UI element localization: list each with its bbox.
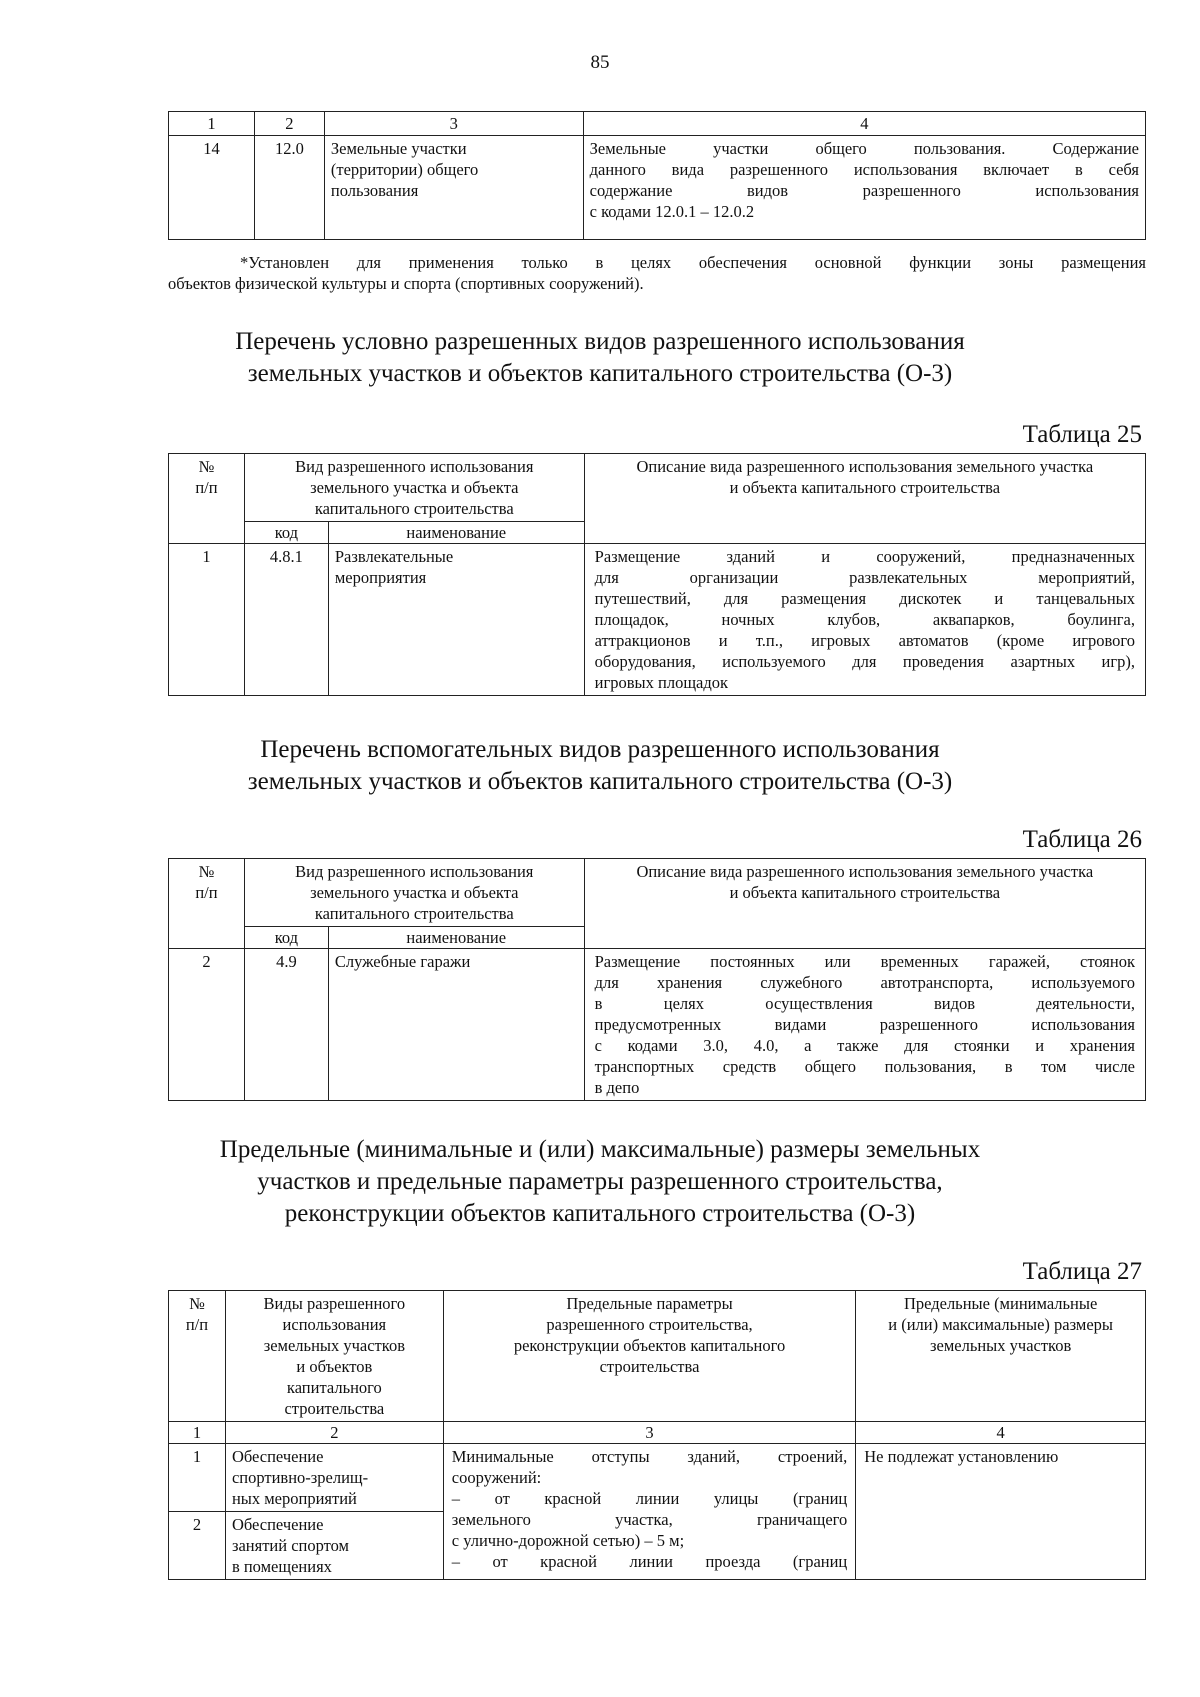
table-colnum-row xyxy=(169,1422,1146,1444)
text-line: Размещение зданий и сооружений, предназначенных xyxy=(594,547,1135,566)
row-sizes: Не подлежат установлению xyxy=(856,1444,1146,1580)
text-line: в целях осуществления видов деятельности, xyxy=(594,994,1135,1013)
table-header-row xyxy=(169,859,1146,927)
header-num xyxy=(169,454,245,544)
header-line: строительства xyxy=(284,1399,385,1418)
text-line: предусмотренных видами разрешенного использования xyxy=(594,1015,1135,1034)
row-description xyxy=(584,949,1145,1101)
col-header: 3 xyxy=(324,112,583,136)
footnote xyxy=(168,252,1146,294)
text-line: содержание видов разрешенного использования xyxy=(589,181,1139,200)
text-line: для организации развлекательных мероприятий, xyxy=(594,568,1135,587)
heading-line: Предельные (минимальные и (или) максимальные) размеры земельных xyxy=(219,1136,981,1163)
text-line: в помещениях xyxy=(231,1557,332,1576)
text-line: Размещение постоянных или временных гаражей, стоянок xyxy=(594,952,1135,971)
row-description xyxy=(583,136,1145,240)
text-line: – от красной линии проезда (границ xyxy=(451,1552,848,1571)
row-code: 4.8.1 xyxy=(244,544,328,696)
row-name xyxy=(328,949,584,1101)
heading-line: Перечень условно разрешенных видов разрешенного использования xyxy=(235,328,965,355)
header-line: земельного участка и объекта xyxy=(310,883,519,902)
header-description xyxy=(584,454,1145,544)
header-code: код xyxy=(244,522,328,544)
col-number: 4 xyxy=(856,1422,1146,1444)
header-line: капитального строительства xyxy=(314,904,514,923)
table-row xyxy=(169,1444,1146,1512)
header-name: наименование xyxy=(328,927,584,949)
table-header-row xyxy=(169,112,1146,136)
text-line: данного вида разрешенного использования включает в себя xyxy=(589,160,1139,179)
text-line: оборудования, используемого для проведения азартных игр), xyxy=(594,652,1135,671)
header-kind xyxy=(244,454,584,522)
row-description xyxy=(584,544,1145,696)
col-number: 1 xyxy=(169,1422,226,1444)
text-line: Развлекательные xyxy=(334,547,454,566)
text-line: земельного участка, граничащего xyxy=(451,1510,848,1529)
table-caption: Таблица 26 xyxy=(1022,826,1142,853)
row-params xyxy=(443,1444,856,1580)
text-line: Земельные участки xyxy=(330,139,467,158)
row-code: 12.0 xyxy=(254,136,324,240)
header-kind xyxy=(244,859,584,927)
header-line: земельного участка и объекта xyxy=(310,478,519,497)
heading-line: реконструкции объектов капитального строительства (О-3) xyxy=(284,1200,916,1227)
row-name xyxy=(328,544,584,696)
row-name xyxy=(225,1444,443,1512)
header-line: использования xyxy=(282,1315,387,1334)
row-name xyxy=(225,1512,443,1580)
header-line: п/п xyxy=(195,478,218,497)
col-number: 2 xyxy=(225,1422,443,1444)
header-line: земельных участков xyxy=(929,1336,1072,1355)
text-line: пользования xyxy=(330,181,419,200)
row-number: 1 xyxy=(169,544,245,696)
text-line: (территории) общего xyxy=(330,160,479,179)
header-line: Описание вида разрешенного использования земельного участка xyxy=(636,457,1094,476)
text-line: площадок, ночных клубов, аквапарков, боулинга, xyxy=(594,610,1135,629)
section-heading-limits xyxy=(0,1134,1200,1230)
col-number: 3 xyxy=(443,1422,856,1444)
table-27 xyxy=(168,1290,1146,1580)
col-header: 1 xyxy=(169,112,255,136)
table-row xyxy=(169,949,1146,1101)
text-line: Обеспечение xyxy=(231,1515,324,1534)
header-num xyxy=(169,1291,226,1422)
footnote-line: *Установлен для применения только в целях обеспечения основной функции зоны размещения xyxy=(240,253,1146,272)
text-line: Минимальные отступы зданий, строений, xyxy=(451,1447,848,1466)
page-number: 85 xyxy=(590,52,610,73)
top-table xyxy=(168,111,1146,240)
table-header-row xyxy=(169,454,1146,522)
table-row xyxy=(169,136,1146,240)
row-number: 2 xyxy=(169,1512,226,1580)
section-heading-conditional xyxy=(0,326,1200,390)
row-number: 2 xyxy=(169,949,245,1101)
header-line: п/п xyxy=(195,883,218,902)
table-header-row xyxy=(169,1291,1146,1422)
text-line: ных мероприятий xyxy=(231,1489,357,1508)
footnote-line: объектов физической культуры и спорта (спортивных сооружений). xyxy=(168,274,644,293)
header-line: Вид разрешенного использования xyxy=(295,862,534,881)
header-line: № xyxy=(198,862,215,881)
text-line: в депо xyxy=(594,1078,640,1097)
header-line: Описание вида разрешенного использования земельного участка xyxy=(636,862,1094,881)
text-line: занятий спортом xyxy=(231,1536,350,1555)
heading-line: Перечень вспомогательных видов разрешенного использования xyxy=(260,736,940,763)
header-line: № xyxy=(189,1294,205,1313)
header-description xyxy=(584,859,1145,949)
header-line: Виды разрешенного xyxy=(263,1294,406,1313)
row-number: 14 xyxy=(169,136,255,240)
header-line: п/п xyxy=(185,1315,209,1334)
text-line: Земельные участки общего пользования. Содержание xyxy=(589,139,1139,158)
header-line: реконструкции объектов капитального xyxy=(513,1336,786,1355)
header-num xyxy=(169,859,245,949)
heading-line: земельных участков и объектов капитального строительства (О-3) xyxy=(247,360,953,387)
header-line: Предельные параметры xyxy=(566,1294,733,1313)
table-26 xyxy=(168,858,1146,1101)
row-code: 4.9 xyxy=(244,949,328,1101)
table-25 xyxy=(168,453,1146,696)
header-line: разрешенного строительства, xyxy=(546,1315,753,1334)
header-line: капитального xyxy=(286,1378,382,1397)
text-line: для хранения служебного автотранспорта, используемого xyxy=(594,973,1135,992)
header-line: и объекта капитального строительства xyxy=(729,883,1001,902)
text-line: сооружений: xyxy=(451,1468,542,1487)
col-header: 2 xyxy=(254,112,324,136)
text-line: аттракционов и т.п., игровых автоматов (кроме игрового xyxy=(594,631,1135,650)
header-code: код xyxy=(244,927,328,949)
text-line: с кодами 12.0.1 – 12.0.2 xyxy=(589,202,755,221)
text-line: игровых площадок xyxy=(594,673,729,692)
text-line: спортивно-зрелищ- xyxy=(231,1468,369,1487)
text-line: с улично-дорожной сетью) – 5 м; xyxy=(451,1531,685,1550)
table-caption: Таблица 25 xyxy=(1022,421,1142,448)
header-line: земельных участков xyxy=(263,1336,405,1355)
heading-line: земельных участков и объектов капитального строительства (О-3) xyxy=(247,768,953,795)
table-row xyxy=(169,544,1146,696)
text-line: Обеспечение xyxy=(231,1447,324,1466)
header-sizes xyxy=(856,1291,1146,1422)
row-number: 1 xyxy=(169,1444,226,1512)
table-caption: Таблица 27 xyxy=(1022,1258,1142,1285)
section-heading-auxiliary xyxy=(0,734,1200,798)
header-line: и объектов xyxy=(296,1357,373,1376)
heading-line: участков и предельные параметры разрешенного строительства, xyxy=(257,1168,943,1195)
header-params xyxy=(443,1291,856,1422)
header-line: Предельные (минимальные xyxy=(903,1294,1098,1313)
text-line: – от красной линии улицы (границ xyxy=(451,1489,848,1508)
header-line: и объекта капитального строительства xyxy=(729,478,1001,497)
text-line: транспортных средств общего пользования, в том числе xyxy=(594,1057,1135,1076)
header-kind xyxy=(225,1291,443,1422)
header-line: строительства xyxy=(599,1357,700,1376)
text-line: путешествий, для размещения дискотек и танцевальных xyxy=(594,589,1135,608)
header-line: Вид разрешенного использования xyxy=(295,457,534,476)
header-line: и (или) максимальные) размеры xyxy=(888,1315,1113,1334)
header-name: наименование xyxy=(328,522,584,544)
text-line: Служебные гаражи xyxy=(334,952,471,971)
header-line: капитального строительства xyxy=(314,499,514,518)
text-line: мероприятия xyxy=(334,568,427,587)
text-line: с кодами 3.0, 4.0, а также для стоянки и хранения xyxy=(594,1036,1135,1055)
row-name xyxy=(324,136,583,240)
header-line: № xyxy=(198,457,215,476)
col-header: 4 xyxy=(583,112,1145,136)
